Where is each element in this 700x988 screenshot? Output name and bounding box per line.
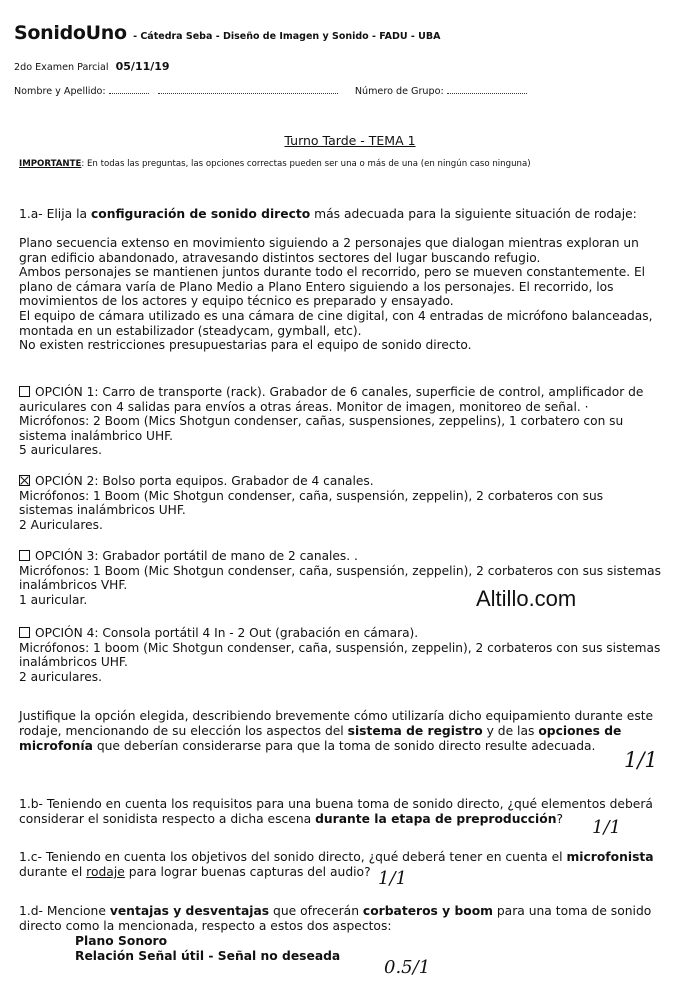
exam-date: 05/11/19 (115, 60, 170, 73)
question-1a (19, 207, 637, 221)
justify-l2b: sistema de registro (347, 724, 483, 738)
q1d-l1e: para una toma de sonido (492, 904, 652, 918)
option-line: Micrófonos: 1 boom (Mic Shotgun condenser, caña, suspensión, zeppelin), 2 corbateros con sus sistemas (19, 640, 661, 655)
option-line: Micrófonos: 1 Boom (Mic Shotgun condenser, caña, suspensión, zeppelin), 2 corbateros con sus (19, 488, 604, 503)
option-line: 5 auriculares. (19, 443, 102, 458)
option-line: OPCIÓN 2: Bolso porta equipos. Grabador de 4 canales. (35, 474, 374, 488)
watermark: Altillo.com (476, 586, 577, 611)
scenario-line: Plano secuencia extenso en movimiento siguiendo a 2 personajes que dialogan mientras exploran un (19, 236, 639, 250)
justify-l3a: microfonía (19, 739, 93, 753)
q1c-l2c: para lograr buenas capturas del audio? (124, 865, 371, 879)
option-1-checkbox[interactable] (19, 386, 30, 397)
exam-line (14, 60, 170, 73)
group-blank (447, 84, 527, 94)
option-line: OPCIÓN 1: Carro de transporte (rack). Grabador de 6 canales, superficie de control, amplificador de (35, 385, 644, 399)
justify-prompt (19, 709, 687, 754)
score-1d: 0.5/1 (384, 957, 431, 978)
scenario-line: El equipo de cámara utilizado es una cámara de cine digital, con 4 entradas de micrófono balanceadas, (19, 308, 653, 323)
q1d-l1d: corbateros y boom (362, 904, 493, 918)
option-line: Micrófonos: 2 Boom (Mics Shotgun condenser, cañas, suspensiones, zeppelins), 1 corbatero con su (19, 414, 624, 429)
justify-l2a: rodaje, mencionando de su elección los aspectos del (19, 724, 348, 738)
scenario-text (19, 236, 687, 353)
option-line: sistema inalámbrico UHF. (19, 428, 174, 443)
question-1d (19, 904, 687, 964)
exam-title-wrap (0, 133, 700, 148)
score-justify: 1/1 (624, 748, 658, 772)
q1a-prefix: 1.a- Elija la (19, 207, 91, 221)
scenario-line: No existen restricciones presupuestarias para el equipo de sonido directo. (19, 338, 472, 353)
option-line: inalámbricos VHF. (19, 578, 128, 593)
score-1c: 1/1 (378, 868, 407, 889)
score-1b: 1/1 (592, 817, 621, 838)
brand-header (14, 22, 441, 44)
important-label: IMPORTANTE (19, 159, 82, 169)
q1b-l2b: durante la etapa de preproducción (315, 812, 557, 826)
scenario-line: plano de cámara varía de Plano Medio a Plano Entero siguiendo a los personajes. El recorrido, los (19, 279, 614, 294)
brand-name: SonidoUno (14, 22, 127, 44)
important-text: : En todas las preguntas, las opciones correctas pueden ser una o más de una (en ningún caso ninguna) (81, 159, 531, 169)
q1c-l2b: rodaje (86, 865, 125, 879)
option-3 (19, 549, 687, 607)
justify-l3b: que deberían considerarse para que la toma de sonido directo resulte adecuada. (92, 739, 596, 753)
option-line: Micrófonos: 1 Boom (Mic Shotgun condenser, caña, suspensión, zeppelin), 2 corbateros con sus sistemas (19, 563, 661, 578)
option-line: 2 auriculares. (19, 669, 102, 684)
q1b-l2c: ? (556, 812, 564, 826)
justify-line-1: Justifique la opción elegida, describiendo brevemente cómo utilizaría dicho equipamiento durante este (19, 709, 654, 723)
name-blank (109, 84, 149, 94)
q1d-l1a: 1.d- Mencione (19, 904, 110, 918)
option-4-checkbox[interactable] (19, 627, 30, 638)
option-line: OPCIÓN 4: Consola portátil 4 In - 2 Out (grabación en cámara). (35, 626, 419, 640)
option-4 (19, 626, 687, 684)
exam-label: 2do Examen Parcial (14, 62, 109, 73)
q1c-l1a: 1.c- Teniendo en cuenta los objetivos del sonido directo, ¿qué deberá tener en cuenta el (19, 850, 567, 864)
brand-subtitle: - Cátedra Seba - Diseño de Imagen y Sonido - FADU - UBA (133, 31, 441, 42)
exam-title: Turno Tarde - TEMA 1 (284, 133, 416, 148)
q1d-aspect-1: Plano Sonoro (75, 934, 168, 948)
q1d-l1b: ventajas y desventajas (109, 904, 270, 918)
q1c-l2a: durante el (19, 865, 87, 879)
q1c-l1b: microfonista (566, 850, 654, 864)
justify-l2c: y de las (482, 724, 539, 738)
name-label: Nombre y Apellido: (14, 86, 106, 97)
q1d-aspect-2: Relación Señal útil - Señal no deseada (75, 949, 341, 963)
option-line: 2 Auriculares. (19, 517, 103, 532)
option-2-checkbox[interactable] (19, 475, 30, 486)
option-2 (19, 474, 687, 532)
option-line: OPCIÓN 3: Grabador portátil de mano de 2 canales. . (35, 549, 358, 563)
q1d-l1c: que ofrecerán (269, 904, 363, 918)
option-line: sistemas inalámbricos UHF. (19, 503, 186, 518)
scenario-line: movimientos de los actores y equipo técnico es preparado y ensayado. (19, 294, 454, 309)
question-1c (19, 850, 687, 880)
justify-l2d: opciones de (538, 724, 622, 738)
option-line: 1 auricular. (19, 592, 88, 607)
option-1 (19, 385, 687, 458)
q1a-bold: configuración de sonido directo (90, 207, 311, 221)
q1b-line-1: 1.b- Teniendo en cuenta los requisitos para una buena toma de sonido directo, ¿qué elementos deberá (19, 797, 653, 811)
option-3-checkbox[interactable] (19, 550, 30, 561)
important-note (19, 159, 694, 169)
scenario-line: gran edificio abandonado, atravesando distintos sectores del lugar buscando refugio. (19, 250, 541, 265)
option-line: inalámbricos UHF. (19, 655, 128, 670)
question-1b (19, 797, 687, 827)
q1d-line-2: directo como la mencionada, respecto a estos dos aspectos: (19, 919, 392, 933)
name-blank-2 (158, 84, 338, 94)
scenario-line: Ambos personajes se mantienen juntos durante todo el recorrido, pero se mueven constantemente. El (19, 265, 646, 280)
q1a-suffix: más adecuada para la siguiente situación de rodaje: (310, 207, 637, 221)
group-label: Número de Grupo: (354, 86, 444, 97)
q1b-l2a: considerar el sonidista respecto a dicha escena (19, 812, 316, 826)
name-group-line (14, 84, 684, 97)
option-line: auriculares con 4 salidas para envíos a otras áreas. Monitor de imagen, monitoreo de señal. · (19, 399, 589, 414)
scenario-line: montada en un estabilizador (steadycam, gymball, etc). (19, 323, 362, 338)
